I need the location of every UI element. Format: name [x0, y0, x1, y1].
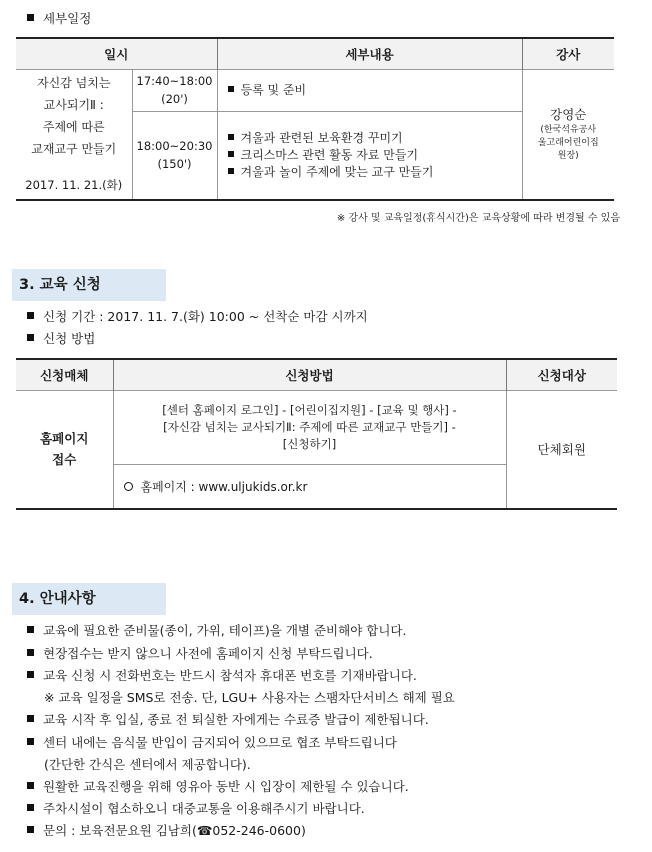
- bullet-icon: [27, 649, 34, 656]
- homepage-link[interactable]: 홈페이지 : www.uljukids.or.kr: [140, 479, 308, 494]
- header-method: 신청방법: [113, 359, 506, 390]
- bullet-icon: [27, 804, 34, 811]
- header-instructor: 강사: [522, 38, 614, 69]
- instructor-cell: 강영순 (한국석유공사 울고래어린이집 원장): [522, 69, 614, 200]
- schedule-note: ※ 강사 및 교육일정(휴식시간)은 교육상황에 따라 변경될 수 있음: [336, 213, 620, 224]
- registration-method-label: 신청 방법: [27, 330, 95, 348]
- bullet-icon: [27, 14, 34, 21]
- section-title-registration: 3. 교육 신청: [12, 269, 166, 301]
- session-date: 2017. 11. 21.(화): [25, 178, 123, 193]
- list-item: 교육 시작 후 입실, 종료 전 퇴실한 자에게는 수료증 발급이 제한됩니다.: [27, 711, 429, 729]
- bullet-icon: [228, 86, 234, 92]
- bullet-icon: [228, 134, 234, 140]
- medium-cell: 홈페이지 접수: [16, 390, 113, 509]
- list-item: 등록 및 준비: [228, 82, 522, 99]
- target-cell: 단체회원: [506, 390, 617, 509]
- bullet-icon: [27, 626, 34, 633]
- bullet-icon: [228, 168, 234, 174]
- list-item: 교육에 필요한 준비물(종이, 가위, 테이프)을 개별 준비해야 합니다.: [27, 622, 406, 640]
- bullet-icon: [228, 151, 234, 157]
- time-cell: 17:40~18:00 (20'): [132, 69, 217, 111]
- list-item: 겨울과 놀이 주제에 맞는 교구 만들기: [228, 164, 522, 181]
- bullet-icon: [27, 312, 34, 319]
- bullet-icon: [27, 826, 34, 833]
- bullet-icon: [27, 334, 34, 341]
- details-cell: [217, 111, 522, 200]
- list-item: 원활한 교육진행을 위해 영유아 동반 시 입장이 제한될 수 있습니다.: [27, 778, 409, 796]
- list-item: 센터 내에는 음식물 반입이 금지되어 있으므로 협조 부탁드립니다: [27, 734, 397, 752]
- header-datetime: 일시: [16, 38, 217, 69]
- schedule-heading: 세부일정: [27, 10, 91, 28]
- section-title-notice: 4. 안내사항: [12, 583, 166, 615]
- details-cell: [217, 69, 522, 111]
- list-item: 주차시설이 협소하오니 대중교통을 이용해주시기 바랍니다.: [27, 800, 365, 818]
- circle-bullet-icon: [124, 482, 133, 491]
- list-item: 문의 : 보육전문요원 김남희(☎052-246-0600): [27, 822, 306, 840]
- snack-note: (간단한 간식은 센터에서 제공합니다).: [44, 757, 251, 772]
- schedule-table: [16, 37, 614, 201]
- instructor-name: 강영순: [550, 106, 587, 122]
- bullet-icon: [27, 782, 34, 789]
- bullet-icon: [27, 738, 34, 745]
- registration-table: [16, 358, 617, 510]
- header-details: 세부내용: [217, 38, 522, 69]
- time-cell: 18:00~20:30 (150'): [132, 111, 217, 200]
- method-cell: [센터 홈페이지 로그인] - [어린이집지원] - [교육 및 행사] - [자신감 넘치는 교사되기Ⅱ: 주제에 따른 교재교구 만들기] - [신청하기]: [113, 390, 506, 464]
- list-item: 크리스마스 관련 활동 자료 만들기: [228, 147, 522, 164]
- list-item: 교육 신청 시 전화번호는 반드시 참석자 휴대폰 번호를 기재바랍니다.: [27, 667, 417, 685]
- list-item: 현장접수는 받지 않으니 사전에 홈페이지 신청 부탁드립니다.: [27, 645, 373, 663]
- list-item: 겨울과 관련된 보육환경 꾸미기: [228, 130, 522, 147]
- session-date-cell: 자신감 넘치는 교사되기Ⅱ : 주제에 따른 교재교구 만들기 2017. 11. 21.(화): [16, 69, 132, 200]
- homepage-cell: [113, 464, 506, 509]
- sms-note: ※ 교육 일정을 SMS로 전송. 단, LGU+ 사용자는 스팸차단서비스 해제 필요: [44, 690, 455, 705]
- header-target: 신청대상: [506, 359, 617, 390]
- bullet-icon: [27, 715, 34, 722]
- registration-period: 신청 기간 : 2017. 11. 7.(화) 10:00 ~ 선착순 마감 시까지: [27, 308, 368, 326]
- header-medium: 신청매체: [16, 359, 113, 390]
- bullet-icon: [27, 671, 34, 678]
